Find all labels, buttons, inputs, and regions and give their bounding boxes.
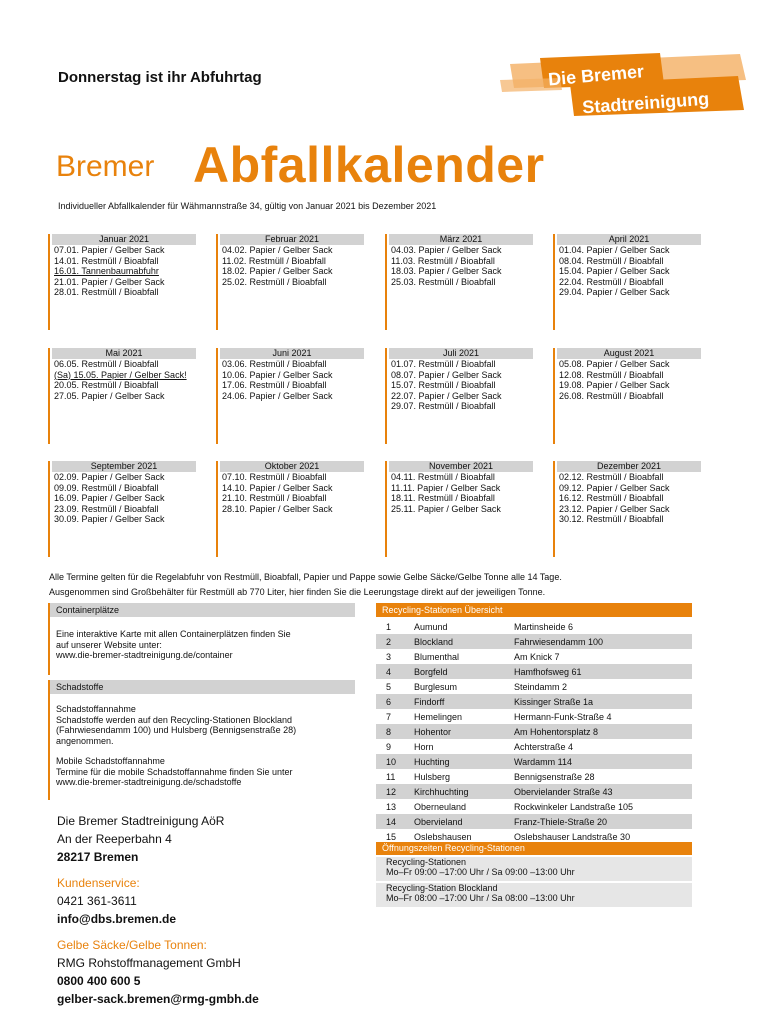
pickup-entry: 16.09. Papier / Gelber Sack bbox=[54, 493, 165, 503]
brand-logo bbox=[500, 50, 750, 120]
pickup-entry: 01.04. Papier / Gelber Sack bbox=[559, 245, 670, 255]
pickup-entry: 17.06. Restmüll / Bioabfall bbox=[222, 380, 327, 390]
pickup-entry: 11.11. Papier / Gelber Sack bbox=[391, 482, 501, 493]
station-row bbox=[376, 679, 692, 694]
month-heading: März 2021 bbox=[389, 234, 533, 245]
pickup-entry: 15.07. Restmüll / Bioabfall bbox=[391, 380, 496, 390]
station-number: 3 bbox=[386, 651, 392, 662]
month-heading: Juli 2021 bbox=[389, 348, 533, 359]
pickup-entry: 28.10. Papier / Gelber Sack bbox=[222, 503, 333, 514]
pickup-entry: 03.06. Restmüll / Bioabfall bbox=[222, 359, 327, 369]
pickup-entry: 24.06. Papier / Gelber Sack bbox=[222, 390, 333, 401]
pickup-entry: 14.01. Restmüll / Bioabfall bbox=[54, 255, 159, 266]
intro-text: Individueller Abfallkalender für Wähmannstraße 34, gültig von Januar 2021 bis Dezember 2021 bbox=[58, 201, 437, 211]
station-street: Hermann-Funk-Straße 4 bbox=[514, 711, 612, 722]
station-street: Hamfhofsweg 61 bbox=[504, 664, 692, 679]
pickup-entry: 28.01. Restmüll / Bioabfall bbox=[54, 287, 159, 297]
station-number: 7 bbox=[386, 711, 392, 722]
station-number: 5 bbox=[386, 681, 392, 692]
station-row bbox=[376, 664, 692, 679]
pickup-entry: 22.07. Papier / Gelber Sack bbox=[391, 390, 502, 401]
schadstoffe-section bbox=[48, 680, 355, 800]
exception-note: Ausgenommen sind Großbehälter für Restmüll ab 770 Liter, hier finden Sie die Leerungstage direkt auf der jeweiligen Tonne. bbox=[49, 587, 546, 597]
month-heading: Januar 2021 bbox=[52, 234, 196, 245]
pickup-entry: 25.02. Restmüll / Bioabfall bbox=[222, 276, 327, 287]
pickup-entry: 21.01. Papier / Gelber Sack bbox=[54, 276, 165, 287]
station-number: 6 bbox=[376, 694, 404, 709]
container-section bbox=[48, 603, 355, 675]
opening-hours-general: Mo–Fr 09:00 –17:00 Uhr / Sa 09:00 –13:00 Uhr bbox=[386, 867, 575, 877]
station-district: Hulsberg bbox=[414, 771, 451, 782]
gelbe-phone[interactable]: 0800 400 600 5 bbox=[57, 974, 141, 988]
station-district: Oberneuland bbox=[414, 801, 467, 812]
pickup-entry: 16.01. Tannenbaumabfuhr bbox=[54, 266, 159, 276]
station-district: Oslebshausen bbox=[414, 831, 472, 842]
service-email[interactable]: info@dbs.bremen.de bbox=[57, 912, 177, 926]
month-block bbox=[553, 348, 701, 444]
station-row bbox=[376, 769, 692, 784]
station-number: 12 bbox=[376, 784, 404, 799]
pickup-entry: 04.11. Restmüll / Bioabfall bbox=[391, 472, 495, 482]
pickup-entry: 11.02. Restmüll / Bioabfall bbox=[222, 255, 326, 266]
station-district: Hohentor bbox=[404, 724, 504, 739]
brand-line2: Stadtreinigung bbox=[581, 88, 710, 118]
recycling-table bbox=[376, 619, 692, 844]
pickup-entry: 08.04. Restmüll / Bioabfall bbox=[559, 255, 664, 266]
pickup-day-note: Donnerstag ist ihr Abfuhrtag bbox=[58, 69, 262, 86]
month-heading: Mai 2021 bbox=[52, 348, 196, 359]
pickup-entry: 12.08. Restmüll / Bioabfall bbox=[559, 369, 664, 380]
month-heading: Februar 2021 bbox=[220, 234, 364, 245]
station-number: 9 bbox=[386, 741, 392, 752]
pickup-entry: 25.11. Papier / Gelber Sack bbox=[391, 503, 501, 514]
contact-block bbox=[57, 812, 259, 1008]
opening-block-blockland bbox=[376, 883, 692, 907]
pickup-entry: 18.03. Papier / Gelber Sack bbox=[391, 266, 502, 276]
station-street: Bennigsenstraße 28 bbox=[514, 771, 595, 782]
month-block bbox=[48, 234, 196, 330]
month-block bbox=[385, 461, 533, 557]
station-number: 8 bbox=[376, 724, 404, 739]
org-city: 28217 Bremen bbox=[57, 850, 139, 864]
station-district: Burglesum bbox=[414, 681, 458, 692]
title-prefix: Bremer bbox=[56, 150, 155, 183]
station-row bbox=[376, 814, 692, 829]
pickup-entry: 08.07. Papier / Gelber Sack bbox=[391, 369, 502, 380]
station-number: 11 bbox=[386, 771, 396, 782]
pickup-entry: 29.04. Papier / Gelber Sack bbox=[559, 287, 670, 297]
station-number: 2 bbox=[376, 634, 404, 649]
station-row bbox=[376, 784, 692, 799]
month-block bbox=[553, 461, 701, 557]
station-number: 10 bbox=[376, 754, 404, 769]
pickup-entry: 30.12. Restmüll / Bioabfall bbox=[559, 514, 664, 524]
pickup-entry: 21.10. Restmüll / Bioabfall bbox=[222, 493, 327, 503]
pickup-entry: (Sa) 15.05. Papier / Gelber Sack! bbox=[54, 369, 187, 380]
month-block bbox=[48, 461, 196, 557]
station-row bbox=[376, 799, 692, 814]
pickup-entry: 07.10. Restmüll / Bioabfall bbox=[222, 472, 327, 482]
station-street: Obervielander Straße 43 bbox=[504, 784, 692, 799]
opening-title-blockland: Recycling-Station Blockland bbox=[386, 883, 498, 893]
pickup-entry: 30.09. Papier / Gelber Sack bbox=[54, 514, 165, 524]
station-district: Findorff bbox=[404, 694, 504, 709]
recycling-heading: Recycling-Stationen Übersicht bbox=[376, 603, 692, 617]
month-heading: April 2021 bbox=[557, 234, 701, 245]
page-title: Abfallkalender bbox=[193, 137, 545, 193]
month-block bbox=[385, 348, 533, 444]
pickup-entry: 27.05. Papier / Gelber Sack bbox=[54, 390, 165, 401]
month-heading: August 2021 bbox=[557, 348, 701, 359]
schadstoffe-text: Schadstoffannahme Schadstoffe werden auf den Recycling-Stationen Blockland (Fahrwiesendamm 100) und Hulsberg (Bennigsenstraße 28) angenommen. bbox=[56, 704, 297, 746]
month-block bbox=[48, 348, 196, 444]
station-row bbox=[376, 754, 692, 769]
pickup-entry: 05.08. Papier / Gelber Sack bbox=[559, 359, 670, 369]
gelbe-org: RMG Rohstoffmanagement GmbH bbox=[57, 956, 241, 970]
station-street: Oslebshauser Landstraße 30 bbox=[514, 831, 631, 842]
opening-heading: Öffnungszeiten Recycling-Stationen bbox=[376, 842, 692, 855]
station-number: 13 bbox=[386, 801, 397, 812]
pickup-entry: 06.05. Restmüll / Bioabfall bbox=[54, 359, 159, 369]
pickup-entry: 23.12. Papier / Gelber Sack bbox=[559, 503, 670, 514]
station-district: Horn bbox=[414, 741, 434, 752]
station-street: Steindamm 2 bbox=[514, 681, 568, 692]
container-heading: Containerplätze bbox=[50, 603, 355, 617]
station-district: Huchting bbox=[404, 754, 504, 769]
opening-block-general bbox=[376, 857, 692, 881]
container-text: Eine interaktive Karte mit allen Containerplätzen finden Sie auf unserer Website unter: www.die-bremer-stadtreinigung.de/container bbox=[56, 629, 291, 660]
month-heading: Oktober 2021 bbox=[220, 461, 364, 472]
month-heading: Juni 2021 bbox=[220, 348, 364, 359]
station-district: Blumenthal bbox=[414, 651, 460, 662]
mobile-schadstoffe-text: Mobile Schadstoffannahme Termine für die mobile Schadstoffannahme finden Sie unter www.die-bremer-stadtreinigung.de/schadstoffe bbox=[56, 756, 293, 787]
pickup-entry: 01.07. Restmüll / Bioabfall bbox=[391, 359, 496, 369]
month-heading: November 2021 bbox=[389, 461, 533, 472]
month-heading: September 2021 bbox=[52, 461, 196, 472]
pickup-entry: 18.11. Restmüll / Bioabfall bbox=[391, 493, 495, 503]
pickup-entry: 16.12. Restmüll / Bioabfall bbox=[559, 493, 664, 503]
pickup-entry: 26.08. Restmüll / Bioabfall bbox=[559, 390, 664, 401]
month-heading: Dezember 2021 bbox=[557, 461, 701, 472]
month-block bbox=[553, 234, 701, 330]
pickup-entry: 23.09. Restmüll / Bioabfall bbox=[54, 503, 159, 514]
station-district: Obervieland bbox=[404, 814, 504, 829]
pickup-entry: 11.03. Restmüll / Bioabfall bbox=[391, 255, 495, 266]
opening-hours-blockland: Mo–Fr 08:00 –17:00 Uhr / Sa 08:00 –13:00 Uhr bbox=[386, 893, 575, 903]
gelbe-email[interactable]: gelber-sack.bremen@rmg-gmbh.de bbox=[57, 992, 259, 1006]
org-name: Die Bremer Stadtreinigung AöR bbox=[57, 814, 225, 828]
pickup-entry: 18.02. Papier / Gelber Sack bbox=[222, 266, 333, 276]
station-district: Blockland bbox=[404, 634, 504, 649]
station-number: 15 bbox=[386, 831, 397, 842]
schedule-note: Alle Termine gelten für die Regelabfuhr von Restmüll, Bioabfall, Papier und Pappe sowie Gelbe Säcke/Gelbe Tonne alle 14 Tage. bbox=[49, 572, 562, 582]
pickup-entry: 22.04. Restmüll / Bioabfall bbox=[559, 276, 664, 287]
pickup-entry: 02.12. Restmüll / Bioabfall bbox=[559, 472, 664, 482]
station-row bbox=[376, 649, 692, 664]
pickup-entry: 20.05. Restmüll / Bioabfall bbox=[54, 380, 159, 390]
pickup-entry: 10.06. Papier / Gelber Sack bbox=[222, 369, 333, 380]
pickup-entry: 29.07. Restmüll / Bioabfall bbox=[391, 401, 496, 411]
station-row bbox=[376, 709, 692, 724]
pickup-entry: 04.03. Papier / Gelber Sack bbox=[391, 245, 502, 255]
pickup-entry: 09.12. Papier / Gelber Sack bbox=[559, 482, 670, 493]
station-district: Kirchhuchting bbox=[404, 784, 504, 799]
opening-title-general: Recycling-Stationen bbox=[386, 857, 467, 867]
station-district: Hemelingen bbox=[414, 711, 463, 722]
station-street: Kissinger Straße 1a bbox=[504, 694, 692, 709]
station-number: 14 bbox=[376, 814, 404, 829]
station-street: Franz-Thiele-Straße 20 bbox=[504, 814, 692, 829]
org-street: An der Reeperbahn 4 bbox=[57, 832, 172, 846]
station-street: Am Hohentorsplatz 8 bbox=[504, 724, 692, 739]
pickup-entry: 15.04. Papier / Gelber Sack bbox=[559, 266, 670, 276]
pickup-entry: 04.02. Papier / Gelber Sack bbox=[222, 245, 333, 255]
station-row bbox=[376, 619, 692, 634]
station-row bbox=[376, 739, 692, 754]
station-district: Borgfeld bbox=[404, 664, 504, 679]
station-row bbox=[376, 634, 692, 649]
station-street: Fahrwiesendamm 100 bbox=[504, 634, 692, 649]
month-block bbox=[216, 461, 364, 557]
station-row bbox=[376, 724, 692, 739]
month-block bbox=[216, 234, 364, 330]
station-street: Am Knick 7 bbox=[514, 651, 560, 662]
brand-line1: Die Bremer bbox=[547, 61, 645, 90]
station-street: Achterstraße 4 bbox=[514, 741, 574, 752]
service-heading: Kundenservice: bbox=[57, 876, 140, 890]
pickup-entry: 09.09. Restmüll / Bioabfall bbox=[54, 482, 159, 493]
month-block bbox=[385, 234, 533, 330]
schadstoffe-heading: Schadstoffe bbox=[50, 680, 355, 694]
service-phone[interactable]: 0421 361-3611 bbox=[57, 894, 137, 908]
station-street: Martinsheide 6 bbox=[514, 621, 574, 632]
station-number: 1 bbox=[386, 621, 392, 632]
pickup-entry: 02.09. Papier / Gelber Sack bbox=[54, 472, 165, 482]
month-block bbox=[216, 348, 364, 444]
pickup-entry: 19.08. Papier / Gelber Sack bbox=[559, 380, 670, 390]
station-district: Aumund bbox=[414, 621, 448, 632]
station-street: Rockwinkeler Landstraße 105 bbox=[514, 801, 634, 812]
gelbe-heading: Gelbe Säcke/Gelbe Tonnen: bbox=[57, 938, 207, 952]
station-street: Wardamm 114 bbox=[504, 754, 692, 769]
pickup-entry: 14.10. Papier / Gelber Sack bbox=[222, 482, 333, 493]
pickup-entry: 07.01. Papier / Gelber Sack bbox=[54, 245, 165, 255]
pickup-entry: 25.03. Restmüll / Bioabfall bbox=[391, 276, 496, 287]
station-row bbox=[376, 694, 692, 709]
station-number: 4 bbox=[376, 664, 404, 679]
